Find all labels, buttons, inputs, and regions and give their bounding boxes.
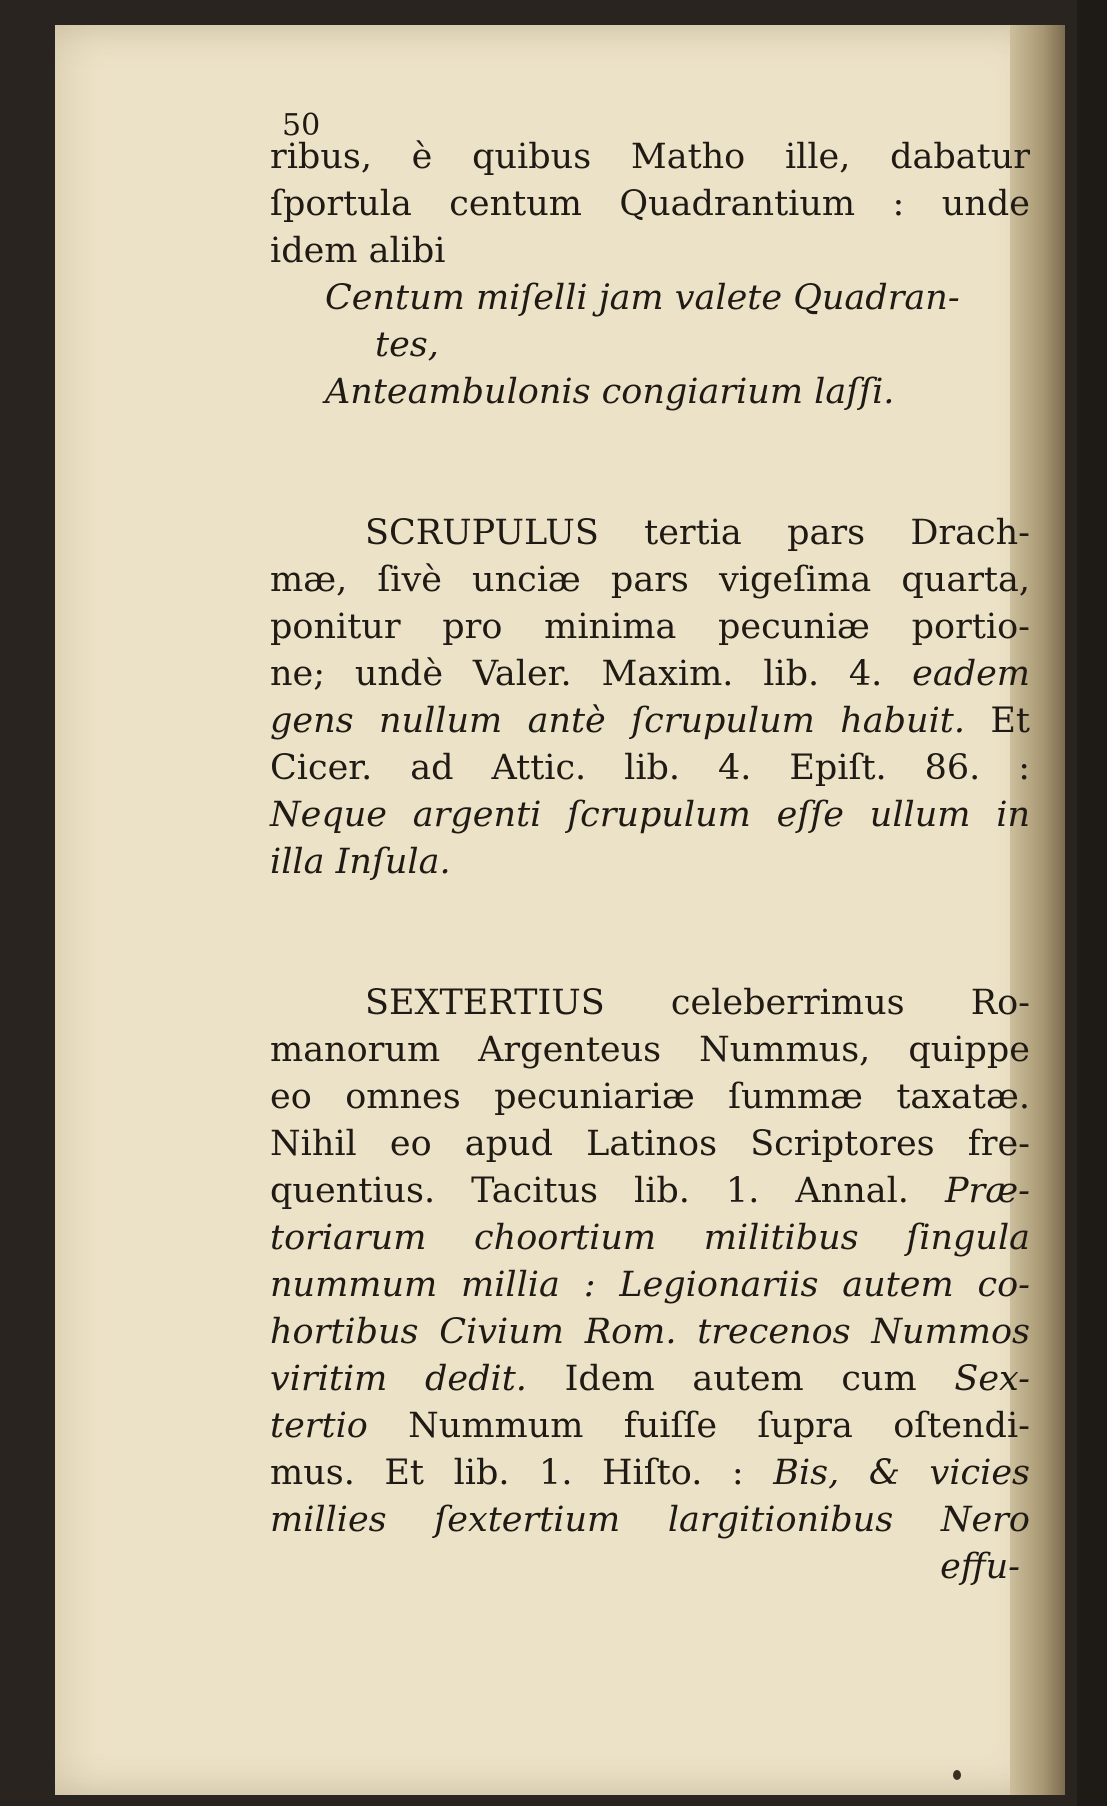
text-line: toriarum choortium militibus ſingula [270, 1218, 1030, 1258]
verse-line: Anteambulonis congiarium laſſi. [325, 372, 895, 412]
text-line: idem alibi [270, 231, 446, 271]
verse-line: Centum miſelli jam valete Quadran- [325, 278, 960, 318]
text-line: quentius. Tacitus lib. 1. Annal. Præ- [270, 1171, 1030, 1211]
verse-line: tes, [375, 325, 439, 365]
text-line: hortibus Civium Rom. trecenos Nummos [270, 1312, 1030, 1352]
text-line: millies ſextertium largitionibus Nero [270, 1500, 1030, 1540]
text-line: tertio Nummum fuiſſe ſupra oſtendi- [270, 1406, 1030, 1446]
text-line: ponitur pro minima pecuniæ portio- [270, 607, 1030, 647]
text-line: manorum Argenteus Nummus, quippe [270, 1030, 1030, 1070]
text-line: mæ, ſivè unciæ pars vigeſima quarta, [270, 560, 1030, 600]
text-line: nummum millia : Legionariis autem co- [270, 1265, 1030, 1305]
text-line: gens nullum antè ſcrupulum habuit. Et [270, 701, 1030, 741]
text-line: ne; undè Valer. Maxim. lib. 4. eadem [270, 654, 1030, 694]
text-line: SCRUPULUS tertia pars Drach- [365, 513, 1030, 553]
page-text [270, 108, 1030, 1591]
text-line: Nihil eo apud Latinos Scriptores fre- [270, 1124, 1030, 1164]
page-number: 50 [282, 108, 321, 143]
book-edge [1077, 0, 1107, 1806]
text-line: Cicer. ad Attic. lib. 4. Epiſt. 86. : [270, 748, 1030, 788]
text-line: SEXTERTIUS celeberrimus Ro- [365, 983, 1030, 1023]
text-line: eo omnes pecuniariæ ſummæ taxatæ. [270, 1077, 1030, 1117]
catchword: effu- [940, 1547, 1020, 1587]
text-line: illa Inſula. [270, 842, 451, 882]
text-line: Neque argenti ſcrupulum eſſe ullum in [270, 795, 1030, 835]
ink-spot [953, 1770, 961, 1780]
text-line: viritim dedit. Idem autem cum Sex- [270, 1359, 1030, 1399]
text-line: ſportula centum Quadrantium : unde [270, 184, 1030, 224]
text-line: mus. Et lib. 1. Hiſto. : Bis, & vicies [270, 1453, 1030, 1493]
text-line: ribus, è quibus Matho ille, dabatur [270, 137, 1030, 177]
